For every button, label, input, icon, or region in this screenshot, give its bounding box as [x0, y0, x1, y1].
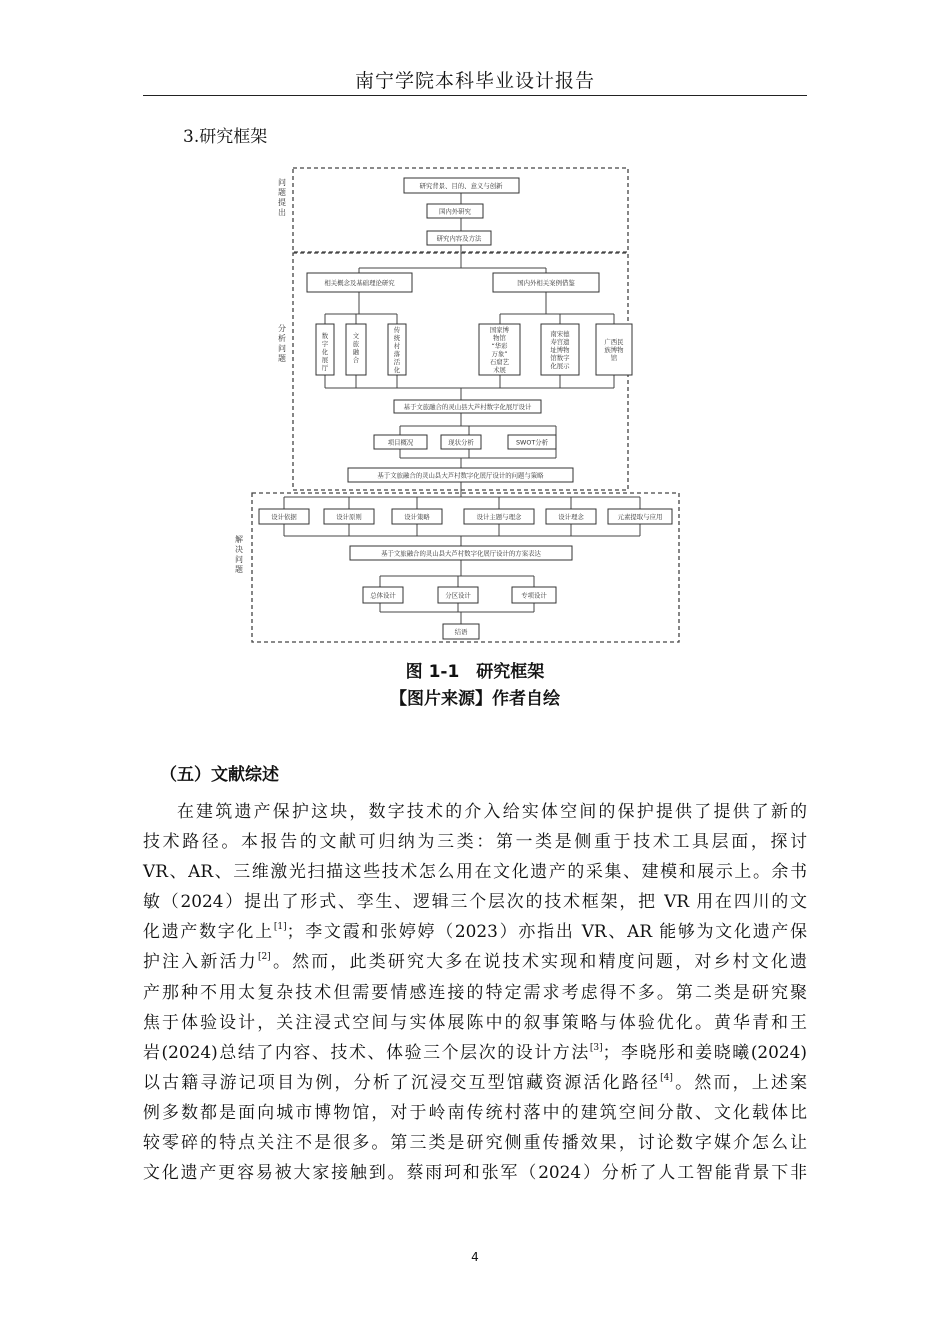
figure-caption: 图 1-1 研究框架 — [405, 662, 545, 682]
section-heading: （五）文献综述 — [160, 765, 279, 785]
s2-box-swot-label: SWOT分析 — [515, 438, 549, 447]
s3-box-basis-label: 设计依据 — [271, 513, 297, 521]
s2-vbox-national-line: 万象” — [491, 350, 508, 358]
s2-vbox-digital-char: 字 — [321, 340, 329, 348]
line-text: 岩(2024)总结了内容、技术、体验三个层次的设计方法 — [143, 1041, 590, 1062]
s3-box-tactics-label: 设计策略 — [404, 513, 430, 521]
s2-vbox-songdynasty-line: 寿宫遗 — [550, 338, 570, 346]
citation-ref[interactable]: [3] — [589, 1042, 603, 1053]
s2-vbox-national-line: 国家博 — [489, 326, 510, 334]
header-rule — [143, 95, 807, 96]
research-framework-diagram — [235, 166, 682, 648]
line-text: 化遗产数字化上 — [143, 921, 274, 942]
paragraph-line: VR、AR、三维激光扫描这些技术怎么用在文化遗产的采集、建模和展示上。余书 — [143, 861, 807, 882]
paragraph-line — [143, 946, 807, 976]
s3-box-special-label: 专项设计 — [521, 591, 547, 600]
paragraph-line: 例多数都是面向城市博物馆，对于岭南传统村落中的建筑空间分散、文化载体比 — [143, 1101, 807, 1122]
s2-vbox-guangxi-line: 族博物 — [604, 346, 624, 354]
s2-vbox-national-line: “华彩 — [491, 342, 508, 350]
line-text: ；李文霞和张婷婷（2023）亦指出 VR、AR 能够为文化遗产保 — [286, 921, 807, 942]
citation-ref[interactable]: [4] — [660, 1072, 673, 1083]
line-text: 。然而，上述案 — [672, 1071, 808, 1092]
s2-vbox-village-char: 落 — [393, 350, 401, 358]
paragraph-line: 产那种不用太复杂技术但需要情感连接的特定需求考虑得不多。第二类是研究聚 — [143, 981, 807, 1002]
figure-source: 【图片来源】作者自绘 — [390, 689, 560, 709]
s2-vbox-culture-char: 旅 — [352, 340, 360, 348]
s2-vbox-culture-char: 融 — [352, 348, 360, 356]
s2-vbox-culture-char: 合 — [352, 356, 360, 364]
s2-vbox-digital-char: 厅 — [321, 364, 329, 372]
stage-problem-char: 出 — [278, 208, 286, 217]
s2-vbox-guangxi-line: 广西民 — [604, 338, 624, 346]
s2-box-merge-label: 基于文旅融合的灵山县大芦村数字化展厅设计 — [403, 403, 532, 411]
s2-vbox-songdynasty-line: 馆数字 — [550, 354, 570, 362]
stage-problem-char: 问 — [278, 178, 286, 187]
citation-ref[interactable]: [1] — [273, 922, 287, 933]
page-header: 南宁学院本科毕业设计报告 — [354, 70, 595, 92]
s2-vbox-culture-char: 文 — [352, 332, 360, 340]
s3-box-element-label: 元素提取与应用 — [617, 513, 663, 521]
citation-ref[interactable]: [2] — [257, 952, 271, 963]
line-text: 以古籍寻游记项目为例，分析了沉浸交互型馆藏资源活化路径 — [143, 1071, 661, 1092]
s3-box-zoning-label: 分区设计 — [445, 591, 471, 600]
paragraph-line: 焦于体验设计，关注浸式空间与实体展陈中的叙事策略与体验优化。黄华青和王 — [143, 1011, 807, 1032]
stage-solution-char: 决 — [235, 545, 243, 554]
paragraph-line — [143, 1037, 807, 1067]
paragraph-line: 在建筑遗产保护这块，数字技术的介入给实体空间的保护提供了提供了新的 — [177, 801, 807, 821]
s2-box-cases-label: 国内外相关案例借鉴 — [517, 279, 575, 287]
s2-box-strategy-label: 基于文旅融合的灵山县大芦村数字化展厅设计的问题与策略 — [377, 471, 544, 480]
line-text: ；李晓彤和姜晓曦(2024) — [602, 1041, 807, 1062]
s3-box-overall-label: 总体设计 — [370, 591, 396, 600]
s3-box-conclusion-label: 结语 — [454, 628, 468, 636]
s2-vbox-village-char: 活 — [393, 358, 401, 366]
stage-problem-char: 题 — [278, 188, 286, 197]
stage-analysis-char: 分 — [278, 324, 286, 333]
stage-solution-char: 题 — [235, 565, 243, 574]
s1-box-domestic-label: 国内外研究 — [439, 207, 471, 216]
stage-solution-char: 问 — [235, 555, 243, 564]
s2-vbox-digital-char: 展 — [321, 356, 329, 364]
s3-box-idea-label: 设计理念 — [558, 513, 584, 521]
section-title: 3.研究框架 — [183, 127, 268, 147]
s2-vbox-village-char: 传 — [393, 326, 401, 334]
s2-vbox-village-char: 村 — [393, 342, 401, 350]
paragraph-line — [143, 916, 807, 946]
s2-box-overview-label: 项目概况 — [387, 438, 414, 447]
s2-vbox-digital-char: 化 — [321, 348, 329, 356]
s2-vbox-village-char: 化 — [393, 366, 401, 374]
line-text: 护注入新活力 — [143, 951, 258, 972]
s2-vbox-digital-char: 数 — [321, 332, 329, 340]
stage-analysis-char: 题 — [278, 354, 286, 363]
s1-box-content-label: 研究内容及方法 — [436, 234, 482, 243]
s2-vbox-songdynasty-line: 址博物 — [550, 346, 570, 354]
s3-box-scheme-label: 基于文旅融合的灵山县大芦村数字化展厅设计的方案表达 — [381, 549, 541, 558]
paragraph-line — [143, 1067, 807, 1097]
s1-box-background-label: 研究背景、目的、意义与创新 — [419, 182, 503, 190]
s2-box-theory-label: 相关概念及基础理论研究 — [324, 279, 395, 287]
stage-problem-char: 提 — [278, 198, 286, 207]
s2-vbox-village-char: 统 — [393, 334, 401, 342]
line-text: 。然而，此类研究大多在说技术实现和精度问题，对乡村文化遗 — [270, 951, 808, 972]
s2-vbox-songdynasty-line: 南宋德 — [550, 330, 570, 338]
s2-vbox-guangxi-line: 馆 — [610, 354, 618, 362]
paragraph-line: 文化遗产更容易被大家接触到。蔡雨珂和张军（2024）分析了人工智能背景下非 — [143, 1162, 807, 1183]
s2-vbox-national-line: 术展 — [493, 366, 506, 374]
stage-analysis-char: 问 — [278, 344, 286, 353]
paragraph-line: 较零碎的特点关注不是很多。第三类是研究侧重传播效果，讨论数字媒介怎么让 — [143, 1132, 807, 1153]
s2-vbox-songdynasty-line: 化展示 — [550, 362, 570, 370]
literature-paragraph — [143, 796, 807, 1187]
page-number: 4 — [471, 1250, 479, 1264]
s2-vbox-national-line: 物馆 — [493, 334, 506, 342]
paragraph-line: 敏（2024）提出了形式、孪生、逻辑三个层次的技术框架，把 VR 用在四川的文 — [143, 891, 807, 912]
s3-box-principle-label: 设计原则 — [336, 513, 362, 521]
s2-vbox-national-line: 石窟艺 — [489, 358, 510, 366]
s2-box-status-label: 现状分析 — [448, 438, 474, 447]
s3-box-theme-label: 设计主题与理念 — [476, 513, 522, 521]
stage-solution-char: 解 — [235, 535, 243, 544]
stage-analysis-char: 析 — [278, 334, 286, 343]
paragraph-line: 技术路径。本报告的文献可归纳为三类：第一类是侧重于技术工具层面，探讨 — [143, 831, 807, 852]
